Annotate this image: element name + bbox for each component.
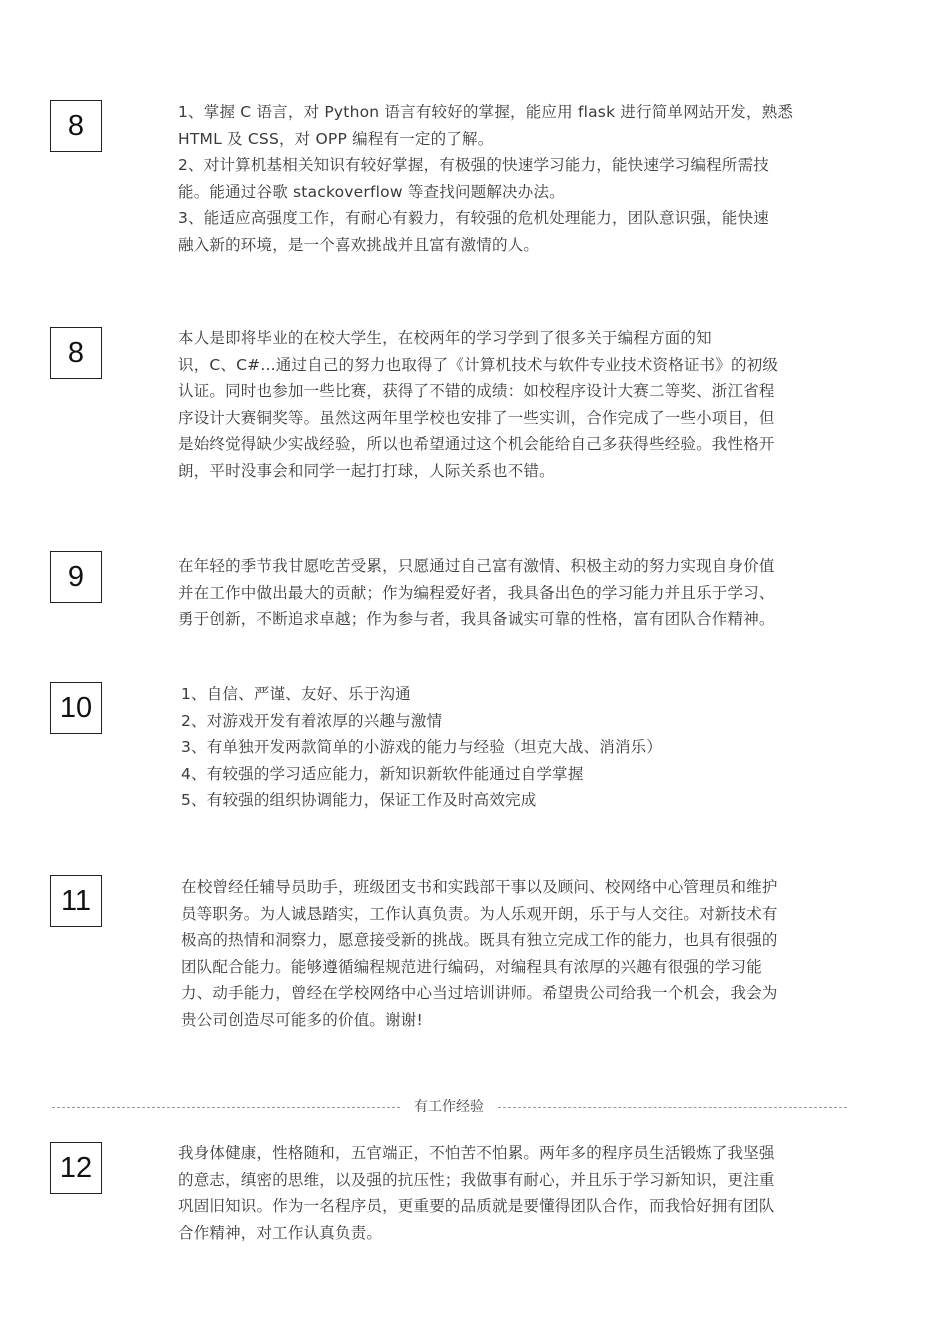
text-line: 在年轻的季节我甘愿吃苦受累，只愿通过自己富有激情、积极主动的努力实现自身价值 — [178, 557, 775, 575]
entry-number: 9 — [67, 560, 85, 593]
entry-number-box — [50, 100, 102, 152]
entry-number-box — [50, 682, 102, 734]
entry-number-box — [50, 551, 102, 603]
section-divider — [52, 1097, 847, 1119]
text-line: 团队配合能力。能够遵循编程规范进行编码，对编程具有浓厚的兴趣有很强的学习能 — [181, 957, 762, 976]
entry-description — [181, 874, 823, 1034]
text-line: 朗，平时没事会和同学一起打打球，人际关系也不错。 — [178, 461, 555, 480]
entry-number: 11 — [60, 884, 92, 917]
entry-description — [178, 1140, 820, 1246]
entry-number: 12 — [59, 1151, 93, 1184]
text-line: 序设计大赛铜奖等。虽然这两年里学校也安排了一些实训，合作完成了一些小项目，但 — [178, 408, 775, 427]
text-line: 我身体健康，性格随和，五官端正，不怕苦不怕累。两年多的程序员生活锻炼了我坚强 — [178, 1144, 775, 1162]
text-line: 认证。同时也参加一些比赛，获得了不错的成绩：如校程序设计大赛二等奖、浙江省程 — [178, 382, 775, 401]
text-line: 1、掌握 C 语言，对 Python 语言有较好的掌握，能应用 flask 进行简单网站开发，熟悉 — [178, 103, 794, 121]
entry-description — [178, 553, 820, 633]
entry-description — [178, 99, 820, 259]
text-line: 2、对游戏开发有着浓厚的兴趣与激情 — [181, 711, 443, 730]
text-line: 是始终觉得缺少实战经验，所以也希望通过这个机会能给自己多获得些经验。我性格开 — [178, 435, 775, 454]
entry-number: 8 — [67, 109, 85, 142]
text-line: 3、有单独开发两款简单的小游戏的能力与经验（坦克大战、消消乐） — [181, 738, 663, 757]
divider-rule-left — [52, 1107, 400, 1108]
divider-rule-right — [498, 1107, 847, 1108]
entry-number: 8 — [67, 336, 85, 369]
text-line: 贵公司创造尽可能多的价值。谢谢! — [181, 1010, 423, 1029]
entry-number-box — [50, 327, 102, 379]
text-line: 合作精神，对工作认真负责。 — [178, 1223, 383, 1242]
text-line: 的意志，缜密的思维，以及强的抗压性；我做事有耐心，并且乐于学习新知识，更注重 — [178, 1170, 775, 1189]
text-line: 2、对计算机基相关知识有较好掌握，有极强的快速学习能力，能快速学习编程所需技 — [178, 156, 769, 175]
text-line: 并在工作中做出最大的贡献；作为编程爱好者，我具备出色的学习能力并且乐于学习、 — [178, 583, 775, 602]
entry-number-box — [50, 875, 102, 927]
text-line: HTML 及 CSS，对 OPP 编程有一定的了解。 — [178, 129, 494, 148]
text-line: 能。能通过谷歌 stackoverflow 等查找问题解决办法。 — [178, 182, 565, 201]
text-line: 融入新的环境，是一个喜欢挑战并且富有激情的人。 — [178, 235, 540, 254]
text-line: 4、有较强的学习适应能力，新知识新软件能通过自学掌握 — [181, 764, 584, 783]
divider-label: 有工作经验 — [414, 1099, 484, 1115]
entry-number-box — [50, 1142, 102, 1194]
text-line: 3、能适应高强度工作，有耐心有毅力，有较强的危机处理能力，团队意识强，能快速 — [178, 209, 769, 228]
text-line: 巩固旧知识。作为一名程序员，更重要的品质就是要懂得团队合作，而我恰好拥有团队 — [178, 1197, 775, 1216]
text-line: 识，C、C#...通过自己的努力也取得了《计算机技术与软件专业技术资格证书》的初级 — [178, 355, 779, 374]
text-line: 5、有较强的组织协调能力，保证工作及时高效完成 — [181, 791, 537, 810]
text-line: 在校曾经任辅导员助手，班级团支书和实践部干事以及顾问、校网络中心管理员和维护 — [181, 878, 778, 896]
text-line: 本人是即将毕业的在校大学生，在校两年的学习学到了很多关于编程方面的知 — [178, 329, 712, 347]
entry-number: 10 — [59, 691, 93, 724]
text-line: 极高的热情和洞察力，愿意接受新的挑战。既具有独立完成工作的能力，也具有很强的 — [181, 931, 778, 950]
entry-description — [178, 325, 820, 485]
text-line: 力、动手能力，曾经在学校网络中心当过培训讲师。希望贵公司给我一个机会，我会为 — [181, 984, 778, 1003]
text-line: 员等职务。为人诚恳踏实，工作认真负责。为人乐观开朗，乐于与人交往。对新技术有 — [181, 904, 778, 923]
text-line: 1、自信、严谨、友好、乐于沟通 — [181, 685, 411, 703]
text-line: 勇于创新，不断追求卓越；作为参与者，我具备诚实可靠的性格，富有团队合作精神。 — [178, 610, 775, 629]
entry-description — [181, 681, 823, 814]
